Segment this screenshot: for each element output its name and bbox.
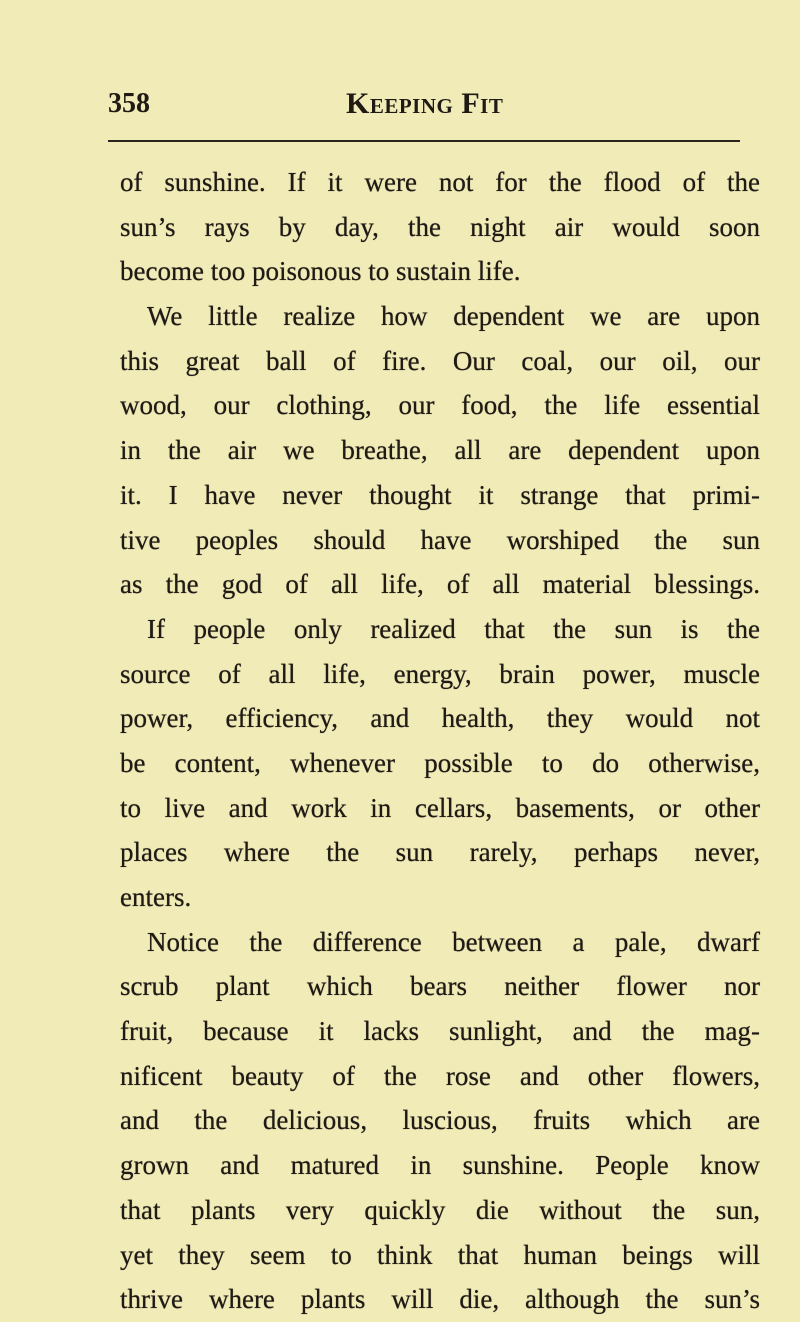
text-line: nificent beauty of the rose and other flowers, [120,1060,760,1091]
paragraph-start-line: Notice the difference between a pale, dwarf [147,926,760,957]
paragraph-start-line: If people only realized that the sun is the [147,613,760,644]
body-text [120,160,760,1322]
text-line: it. I have never thought it strange that primi- [120,479,760,510]
text-line: that plants very quickly die without the sun, [120,1194,760,1225]
text-line: sun’s rays by day, the night air would soon [120,211,760,242]
text-line: grown and matured in sunshine. People know [120,1150,760,1181]
header-rule [108,140,740,142]
text-line: this great ball of fire. Our coal, our oil, our [120,345,760,376]
text-line: of sunshine. If it were not for the flood of the [120,167,760,197]
text-line: source of all life, energy, brain power, muscle [120,658,760,689]
text-line: to live and work in cellars, basements, or other [120,792,760,823]
running-title: Keeping Fit [346,87,504,120]
text-line: fruit, because it lacks sunlight, and the mag- [120,1016,760,1047]
text-line: scrub plant which bears neither flower nor [120,971,760,1002]
text-line: become too poisonous to sustain life. [120,256,521,287]
paragraph-start-line: We little realize how dependent we are upon [147,301,760,332]
text-line: power, efficiency, and health, they would not [120,703,760,734]
text-line: enters. [120,882,192,912]
text-line: yet they seem to think that human beings will [120,1239,760,1270]
text-line: in the air we breathe, all are dependent upon [120,435,760,466]
text-line: and the delicious, luscious, fruits which are [120,1105,760,1136]
text-line: as the god of all life, of all material blessings. [120,569,760,600]
text-line: wood, our clothing, our food, the life essential [120,390,760,421]
running-head [108,86,740,122]
text-line: places where the sun rarely, perhaps never, [120,837,760,868]
text-line: tive peoples should have worshiped the sun [120,524,760,555]
text-line: thrive where plants will die, although the sun’s [120,1284,760,1315]
text-line: be content, whenever possible to do otherwise, [120,747,760,778]
page-number: 358 [108,88,150,119]
